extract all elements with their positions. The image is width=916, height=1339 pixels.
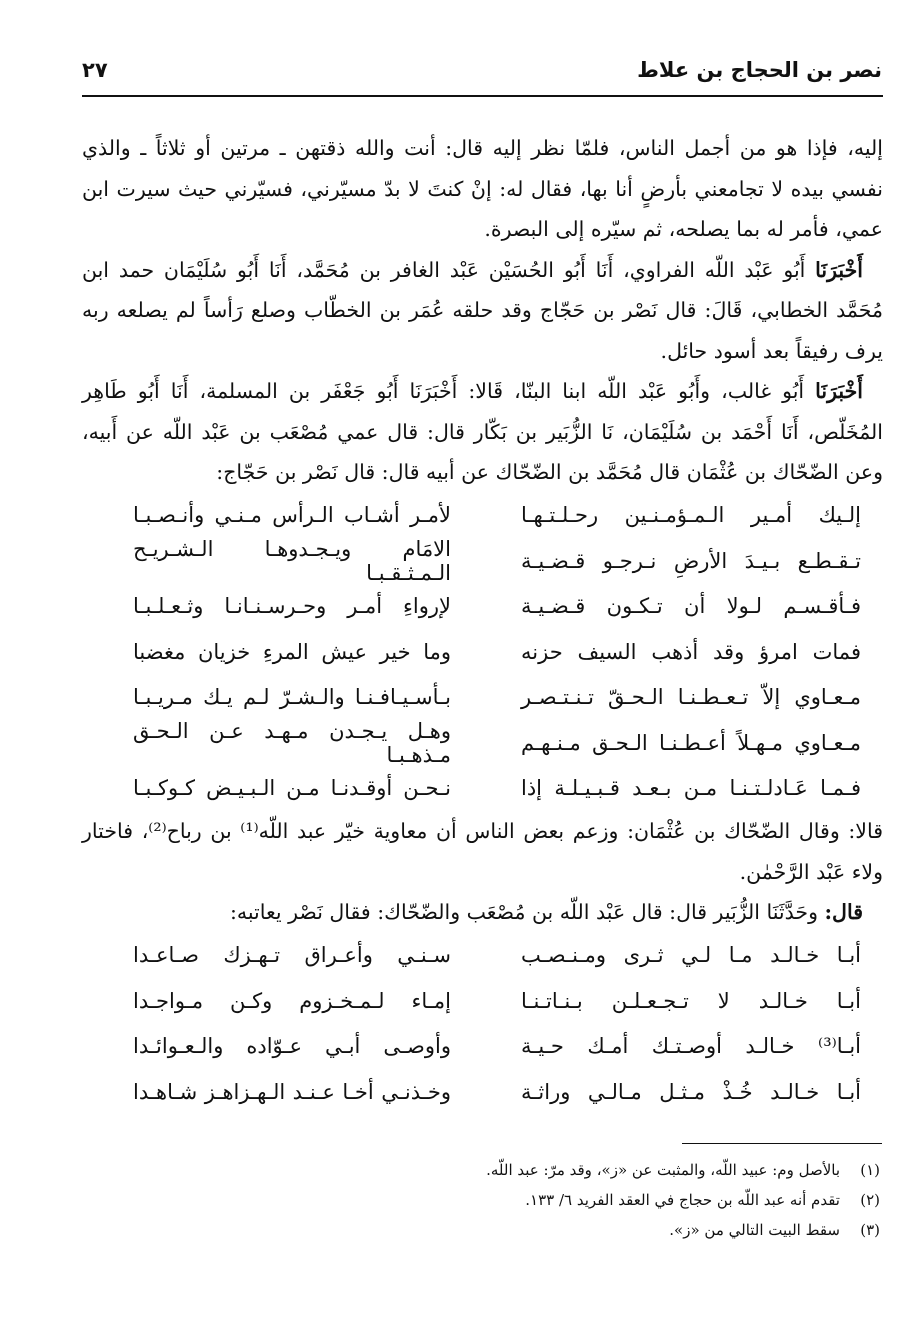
footnote-mark: (١) — [860, 1161, 880, 1179]
paragraph — [82, 892, 883, 933]
verse-line — [82, 629, 883, 675]
verse-second-hemistich: وهـل يـجـدن مـهـد عـن الـحـق مـذهـبـا — [133, 718, 451, 767]
page-header — [82, 58, 882, 90]
paragraph-text: أَبُو غالب، وأَبُو عَبْد اللّه ابنا البنّا، قَالا: أَخْبَرَنَا أَبُو جَعْفَر بن المسلمة، أَنَا أَبُو طَاهِر المُخَلّص، أَنَا أَحْمَد بن سُلَيْمَان، نَا الزُّبَير بن بَكّار قال: قال عمي مُصْعَب بن عَبْد اللّه عن أَبيه، وعن الضّحّاك بن عُثْمَان قال مُحَمَّد بن الضّحّاك عن أبيه قال: قال نَصْر بن حَجّاج: — [82, 379, 883, 484]
verse-first-hemistich: مـعـاوي إلاّ تـعـطـنـا الـحـقّ تـنـتـصـر — [521, 685, 861, 710]
verse-first-hemistich: إلـيك أمـير الـمـؤمـنـين رحـلـتـهـا — [521, 503, 861, 528]
poem-second — [82, 933, 883, 1115]
footnote-mark: (٣) — [860, 1221, 880, 1239]
page-number: ٢٧ — [82, 58, 108, 82]
footnotes — [82, 1155, 882, 1245]
paragraph-text: وحَدَّثَنَا الزُّبَير قال: قال عَبْد اللّه بن مُصْعَب والضّحّاك: فقال نَصْر يعاتبه: — [229, 900, 825, 924]
footnote-text: تقدم أنه عبد اللّه بن حجاج في العقد الفريد ٦/ ١٣٣. — [525, 1191, 840, 1209]
footnote-divider — [682, 1143, 882, 1144]
verse-first-hemistich: أبـا خـالـد لا تـجـعـلـن بـنـاتـنـا — [521, 988, 861, 1013]
footnote — [82, 1155, 882, 1185]
paragraph: إليه، فإذا هو من أجمل الناس، فلمّا نظر إليه قال: أنت والله ذقتهن ـ مرتين أو ثلاثاً ـ والذي نفسي بيده لا تجامعني بأرضٍ أنا بها، فقال له: إنْ كنتَ لا بدّ مسيّرني، فسيّرني حيث سيرت ابن عمي، فأمر له بما يصلحه، ثم سيّره إلى البصرة. — [82, 136, 883, 241]
verse-line — [82, 933, 883, 979]
verse-second-hemistich: سـنـي وأعـراق تـهـزك صـاعـدا — [133, 943, 451, 968]
verse-second-hemistich: بـأسـيـافـنـا والـشـرّ لـم يـك مـريـبـا — [133, 685, 451, 710]
verse-second-hemistich: إمـاء لـمـخـزوم وكـن مـواجـدا — [133, 988, 451, 1013]
footnote-mark: (٢) — [860, 1191, 880, 1209]
verse-second-hemistich: لإرواءِ أمـر وحـرسـنـانـا وثـعـلـبـا — [133, 594, 451, 619]
verse-line — [82, 1024, 883, 1070]
verse-first-hemistich: فـمـا عَـادلـتـنـا مـن بـعـد قـبـيـلـة إذا — [521, 776, 861, 801]
verse-line — [82, 493, 883, 539]
verse-line — [82, 584, 883, 630]
footnote-text: سقط البيت التالي من «ز». — [669, 1221, 840, 1239]
verse-second-hemistich: الامَام ويـجـدوهـا الـشـريـح الـمـثـقـبـا — [133, 536, 451, 585]
narration-lead: قال: — [824, 900, 863, 924]
main-text — [82, 128, 883, 1115]
verse-line — [82, 720, 883, 766]
footnote-text: بالأصل وم: عبيد اللّه، والمثبت عن «ز»، وقد مرّ: عبد اللّه. — [486, 1161, 840, 1179]
verse-line — [82, 978, 883, 1024]
verse-first-hemistich: أبـا⁽³⁾ خـالـد أوصـتـك أمـك حـيـة — [521, 1034, 861, 1059]
paragraph — [82, 250, 883, 372]
poem-first — [82, 493, 883, 812]
paragraph-text: أَبُو عَبْد اللّه الفراوي، أَنَا أَبُو الحُسَيْن عَبْد الغافر بن مُحَمَّد، أَنَا أَبُو سُلَيْمَان حمد ابن مُحَمَّد الخطابي، قَالَ: قال نَصْر بن حَجّاج وقد حلقه عُمَر بن الخطّاب وصلع رَأساً لم يصلعه ربه يرف رفيقاً بعد أسود حائل. — [82, 257, 883, 363]
verse-second-hemistich: نـحـن أوقـدنـا مـن الـبـيـض كـوكـبـا — [133, 776, 451, 801]
paragraph: قالا: وقال الضّحّاك بن عُثْمَان: وزعم بعض الناس أن معاوية خيّر عبد اللّه⁽¹⁾ بن رباح⁽²⁾، فاختار ولاء عَبْد الرَّحْمٰن. — [82, 819, 884, 884]
verse-first-hemistich: مـعـاوي مـهـلاً أعـطـنـا الـحـق مـنـهـم — [521, 730, 861, 755]
verse-first-hemistich: تـقـطـع بـيـدَ الأرضِ نـرجـو قـضـيـة — [521, 548, 861, 573]
verse-first-hemistich: فـأقـسـم لـولا أن تـكـون قـضـيـة — [521, 594, 861, 619]
footnote — [82, 1215, 882, 1245]
verse-line — [82, 538, 883, 584]
verse-line — [82, 675, 883, 721]
verse-line — [82, 1069, 883, 1115]
verse-second-hemistich: وما خير عيش المرءِ خزيان مغضبا — [133, 639, 451, 664]
verse-second-hemistich: لأمـر أشـاب الـرأس مـنـي وأنـصـبـا — [133, 503, 451, 528]
paragraph — [82, 371, 883, 493]
verse-first-hemistich: فمات امرؤ وقد أذهب السيف حزنه — [521, 639, 861, 664]
header-divider — [82, 95, 883, 97]
footnote — [82, 1185, 882, 1215]
narration-lead: أَخْبَرَنَا — [815, 379, 863, 403]
verse-first-hemistich: أبـا خـالـد خُـذْ مـثـل مـالـي وراثـة — [521, 1079, 861, 1104]
narration-lead: أَخْبَرَنَا — [815, 257, 863, 282]
verse-first-hemistich: أبـا خـالـد مـا لـي ثـرى ومـنـصـب — [521, 943, 861, 968]
running-title: نصر بن الحجاج بن علاط — [637, 58, 882, 82]
verse-line — [82, 766, 883, 812]
verse-second-hemistich: وخـذنـي أخـا عـنـد الـهـزاهـز شـاهـدا — [133, 1079, 451, 1104]
verse-second-hemistich: وأوصـى أبـي عـوّاده والـعـوائـدا — [133, 1034, 451, 1059]
